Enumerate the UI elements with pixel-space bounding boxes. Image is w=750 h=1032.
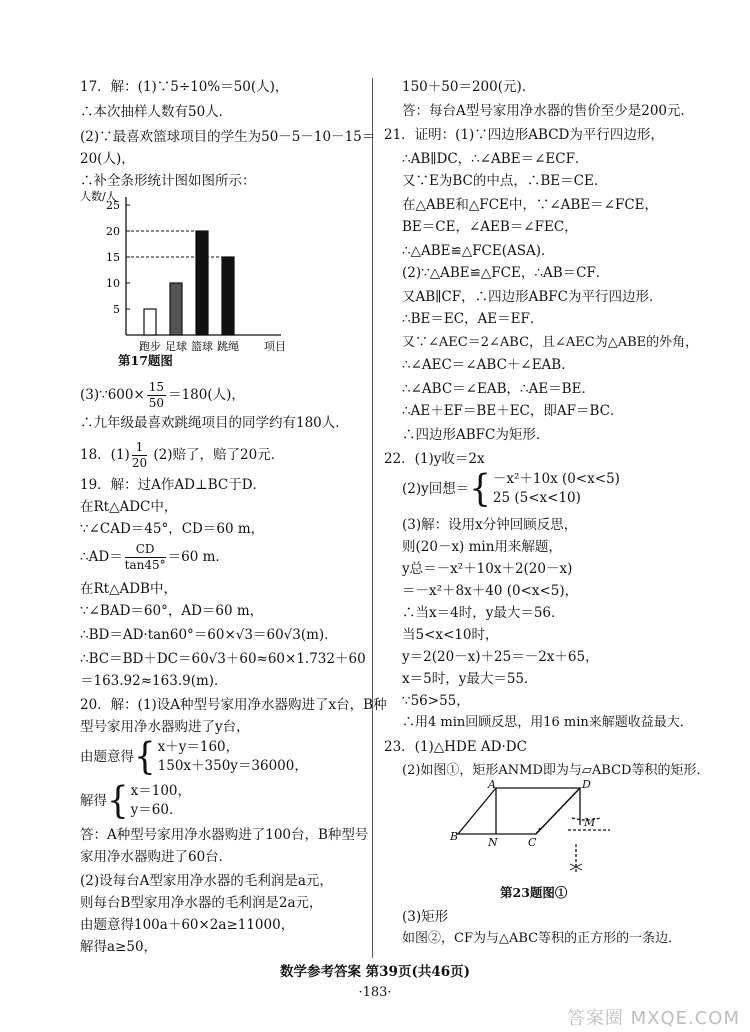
q23-line1: 23．(1)△HDE AD·DC — [384, 739, 527, 755]
q21-line9: ∴BE＝EC，AE＝EF． — [402, 311, 544, 327]
q22-line12: ∴用4 min回顾反思，用16 min来解题收益最大． — [402, 715, 693, 730]
column-divider — [372, 78, 373, 958]
q17-chart-caption: 第17题图 — [118, 353, 173, 368]
y-tick-label: 25 — [106, 199, 120, 212]
q21-line6: ∴△ABE≌△FCE(ASA)． — [402, 243, 555, 259]
q19-line3: ∵∠CAD＝45°，CD＝60 m， — [80, 521, 265, 537]
q20-system1: 由题意得{ x＋y＝160， 150x＋350y＝36000， — [80, 735, 308, 779]
q20-sol1: x＝100， — [130, 783, 192, 799]
q20-line5: 答：A种型号家用净水器购进了100台，B种型号 — [80, 827, 369, 843]
q23-line3: (3)矩形 — [402, 909, 449, 925]
q19-line7: ∴BD＝AD·tan60°＝60×√3＝60√3(m)． — [80, 627, 338, 643]
label-n: N — [488, 836, 498, 849]
x-tick-label: 篮球 — [191, 340, 213, 353]
q21-line5: BE＝CE，∠AEB＝∠FEC， — [402, 219, 578, 235]
x-axis-label: 项目 — [264, 340, 286, 353]
footer-title: 数学参考答案 第39页(共46页) — [279, 964, 471, 980]
bar-足球 — [170, 283, 182, 335]
q17-line3: (2)∵最喜欢篮球项目的学生为50－5－10－15＝ — [80, 129, 376, 145]
q21-line3: 又∵E为BC的中点，∴BE＝CE． — [402, 173, 608, 189]
q20-system2: 解得{ x＝100， y＝60． — [80, 779, 192, 823]
q20-line9: 由题意得100a＋60×2a≥11000， — [80, 917, 295, 933]
q23-figure-caption: 第23题图① — [500, 885, 568, 900]
q22-line8: 当5<x<10时， — [402, 627, 499, 643]
q19-line1: 19．解：过A作AD⊥BC于D． — [80, 477, 267, 493]
q20-eq1: x＋y＝160， — [157, 739, 240, 755]
q21-line8: 又AB∥CF，∴四边形ABFC为平行四边形． — [402, 289, 663, 305]
q20-line8: 则每台B型家用净水器的毛利润是2a元， — [80, 895, 323, 911]
x-tick-label: 足球 — [165, 340, 187, 353]
q21-line4: 在△ABE和△FCE中，∵∠ABE＝∠FCE， — [402, 197, 659, 213]
q22-line5: y总＝－x²＋10x＋2(20－x) — [402, 561, 573, 577]
q17-line2: ∴本次抽样人数有50人． — [80, 104, 233, 120]
q20-line2: 型号家用净水器购进了y台， — [80, 719, 250, 735]
q17-line6: (3)∵600× $\frac{15}{50}$ ＝180(人)， — [80, 380, 245, 410]
q17-bar-chart — [80, 190, 290, 360]
q21-line10: 又∵∠AEC＝2∠ABC，且∠AEC为△ABE的外角， — [402, 335, 699, 350]
q22-line3: (3)解：设用x分钟回顾反思， — [402, 517, 578, 533]
q22-case2: 25 (5<x<10) — [492, 490, 581, 506]
q21-line2: ∴AB∥DC，∴∠ABE＝∠ECF． — [402, 151, 589, 167]
q17-line1: 17．解：(1)∵5÷10%＝50(人)， — [80, 79, 289, 95]
bar-跑步 — [144, 309, 156, 335]
x-tick-label: 跑步 — [139, 340, 161, 353]
bar-篮球 — [196, 231, 208, 335]
q20-line7: (2)设每台A型家用净水器的毛利润是a元， — [80, 873, 333, 889]
q21-line12: ∴∠ABC＝∠EAB，∴AE＝BE． — [402, 381, 595, 397]
q22-line7: ∴当x＝4时，y最大＝56． — [402, 605, 565, 621]
label-m: M — [584, 816, 596, 829]
bar-跳绳 — [222, 257, 234, 335]
label-a: A — [488, 780, 496, 791]
watermark: 答案圈 MXQE.COM — [566, 1008, 740, 1029]
q17-line5: ∴补全条形统计图如图所示： — [80, 173, 256, 189]
q19-line9: ＝163.92≈163.9(m)． — [80, 673, 228, 689]
x-tick-label: 跳绳 — [217, 340, 239, 353]
y-tick-label: 20 — [106, 225, 120, 238]
parallelogram-abcd — [458, 788, 580, 834]
q21-line7: (2)∵△ABE≌△FCE，∴AB＝CF． — [402, 265, 610, 281]
q19-line5: 在Rt△ADB中， — [80, 581, 177, 597]
q18-line: 18．(1) $\frac{1}{20}$ (2)赔了，赔了20元． — [80, 440, 285, 470]
q19-line2: 在Rt△ADC中， — [80, 499, 178, 515]
label-b: B — [450, 830, 459, 843]
q20-cont-line2: 答：每台A型号家用净水器的售价至少是200元． — [402, 103, 695, 119]
q21-line13: ∴AE＋EF＝BE＋EC，即AF＝BC． — [402, 403, 624, 419]
q20-line6: 家用净水器购进了60台． — [80, 849, 233, 865]
q17-line7: ∴九年级最喜欢跳绳项目的同学约有180人． — [80, 415, 349, 431]
q23-line2: (2)如图①，矩形ANMD即为与▱ABCD等积的矩形． — [402, 763, 710, 778]
q22-case1: －x²＋10x (0<x<5) — [492, 471, 620, 487]
q21-line14: ∴四边形ABFC为矩形． — [402, 427, 550, 443]
q20-sol2: y＝60． — [130, 802, 183, 818]
q20-line10: 解得a≥50， — [80, 939, 158, 955]
q20-line1: 20．解：(1)设A种型号家用净水器购进了x台，B种 — [80, 697, 387, 713]
q20-cont-line1: 150＋50＝200(元)． — [402, 79, 536, 95]
q19-line6: ∵∠BAD＝60°，AD＝60 m， — [80, 603, 264, 619]
q20-eq2: 150x＋350y＝36000， — [157, 758, 308, 774]
y-axis-label: 人数/人 — [80, 190, 117, 203]
q22-line1: 22．(1)y收＝2x — [384, 451, 485, 467]
q19-line8: ∴BC＝BD＋DC＝60√3＋60≈60×1.732＋60 — [80, 651, 366, 667]
q22-line11: ∵56>55， — [402, 693, 470, 709]
y-tick-label: 5 — [113, 303, 120, 316]
q22-line10: x＝5时，y最大＝55． — [402, 671, 538, 687]
q19-line4: ∴AD＝ $\frac{CD}{\tan 45^\circ}$ ＝60 m． — [80, 542, 229, 572]
q22-piecewise: (2)y回想＝{ －x²＋10x (0<x<5) 25 (5<x<10) — [402, 467, 620, 511]
q21-line11: ∴∠AEC＝∠ABC＋∠EAB． — [402, 357, 575, 373]
q17-line4: 20(人)， — [80, 151, 135, 167]
page-number: ·183· — [358, 985, 392, 1000]
y-tick-label: 15 — [106, 251, 120, 264]
q22-line9: y＝2(20－x)＋25＝－2x＋65， — [402, 649, 599, 665]
q23-line4: 如图②，CF为与△ABC等积的正方形的一条边． — [402, 931, 682, 946]
q21-line1: 21．证明：(1)∵四边形ABCD为平行四边形， — [384, 127, 664, 143]
segment-cm — [536, 788, 580, 834]
q23-figure-1 — [450, 780, 710, 880]
label-d: D — [582, 780, 591, 791]
q22-line6: ＝－x²＋8x＋40 (0<x<5)， — [402, 583, 579, 599]
y-tick-label: 10 — [106, 277, 120, 290]
label-c: C — [528, 836, 537, 849]
q22-line4: 则(20－x) min用来解题， — [402, 539, 562, 555]
